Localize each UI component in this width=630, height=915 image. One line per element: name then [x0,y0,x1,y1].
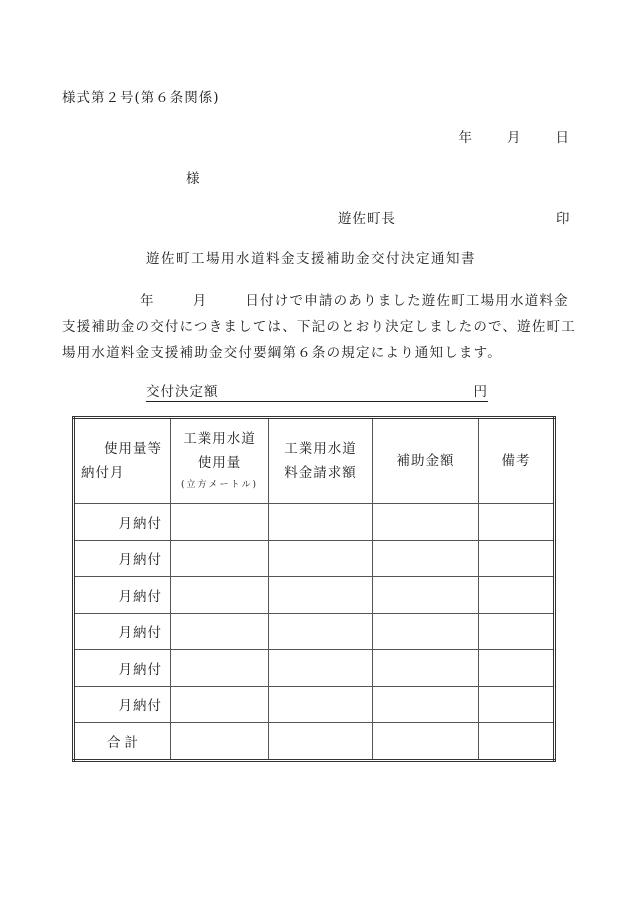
cell-water-usage [171,613,269,650]
date-line [459,126,571,146]
cell-remarks [479,686,555,723]
header-month-label: 納付月 [81,465,125,481]
header-usage-label: 使用量等 [104,441,162,457]
cell-fee-billed [269,686,373,723]
total-label: 合計 [74,723,171,761]
row-month-label: 月納付 [74,504,171,541]
cell-total-remarks [479,723,555,761]
header-water-usage-unit: (立方メートル) [180,480,259,490]
cell-remarks [479,577,555,614]
cell-total-fee-billed [269,723,373,761]
cell-grant-amount [373,613,479,650]
issuer-name: 遊佐町長 [338,211,396,227]
header-water-usage-line2: 使用量 [197,455,242,471]
header-water-usage-line1: 工業用水道 [183,431,256,447]
cell-fee-billed [269,577,373,614]
table-row [74,577,555,614]
row-month-label: 月納付 [74,540,171,577]
header-fee-billed-line1: 工業用水道 [284,441,357,457]
cell-fee-billed [269,650,373,687]
cell-remarks [479,504,555,541]
cell-grant-amount [373,504,479,541]
cell-fee-billed [269,540,373,577]
header-grant-amount: 補助金額 [373,418,479,504]
grant-amount-label: 交付決定額 [146,384,219,400]
header-usage-month [74,418,171,504]
form-number: 様式第２号(第６条関係) [62,90,220,106]
table-row [74,504,555,541]
cell-fee-billed [269,613,373,650]
cell-total-water-usage [171,723,269,761]
cell-remarks [479,613,555,650]
grant-amount-unit: 円 [473,384,488,400]
table-header-row [74,418,555,504]
header-water-usage [171,418,269,504]
row-month-label: 月納付 [74,577,171,614]
row-month-label: 月納付 [74,613,171,650]
cell-remarks [479,650,555,687]
cell-water-usage [171,650,269,687]
cell-water-usage [171,540,269,577]
header-remarks: 備考 [479,418,555,504]
body-year: 年 [140,293,155,309]
table-row [74,613,555,650]
date-year-label: 年 [458,130,473,146]
cell-water-usage [171,686,269,723]
cell-water-usage [171,504,269,541]
seal-mark: 印 [556,211,571,227]
cell-water-usage [171,577,269,614]
table-row [74,540,555,577]
addressee-suffix: 様 [186,171,201,187]
date-day-label: 日 [555,130,570,146]
grant-amount-line [146,380,488,402]
cell-grant-amount [373,577,479,614]
body-text: 日付けで申請のありました遊佐町工場用水道料金支援補助金の交付につきましては、下記のとおり決定しましたので、遊佐町工場用水道料金支援補助金交付要綱第６条の規定により通知します。 [62,293,576,361]
date-month-label: 月 [507,130,522,146]
table-row [74,686,555,723]
body-paragraph [62,288,577,366]
body-month: 月 [192,293,208,309]
document-title: 遊佐町工場用水道料金支援補助金交付決定通知書 [146,251,476,267]
cell-grant-amount [373,540,479,577]
cell-fee-billed [269,504,373,541]
header-fee-billed-line2: 料金請求額 [284,465,357,481]
cell-total-grant-amount [373,723,479,761]
row-month-label: 月納付 [74,650,171,687]
payment-table [72,416,556,762]
cell-remarks [479,540,555,577]
table-row [74,650,555,687]
header-fee-billed [269,418,373,504]
row-month-label: 月納付 [74,686,171,723]
cell-grant-amount [373,650,479,687]
table-total-row [74,723,555,761]
cell-grant-amount [373,686,479,723]
